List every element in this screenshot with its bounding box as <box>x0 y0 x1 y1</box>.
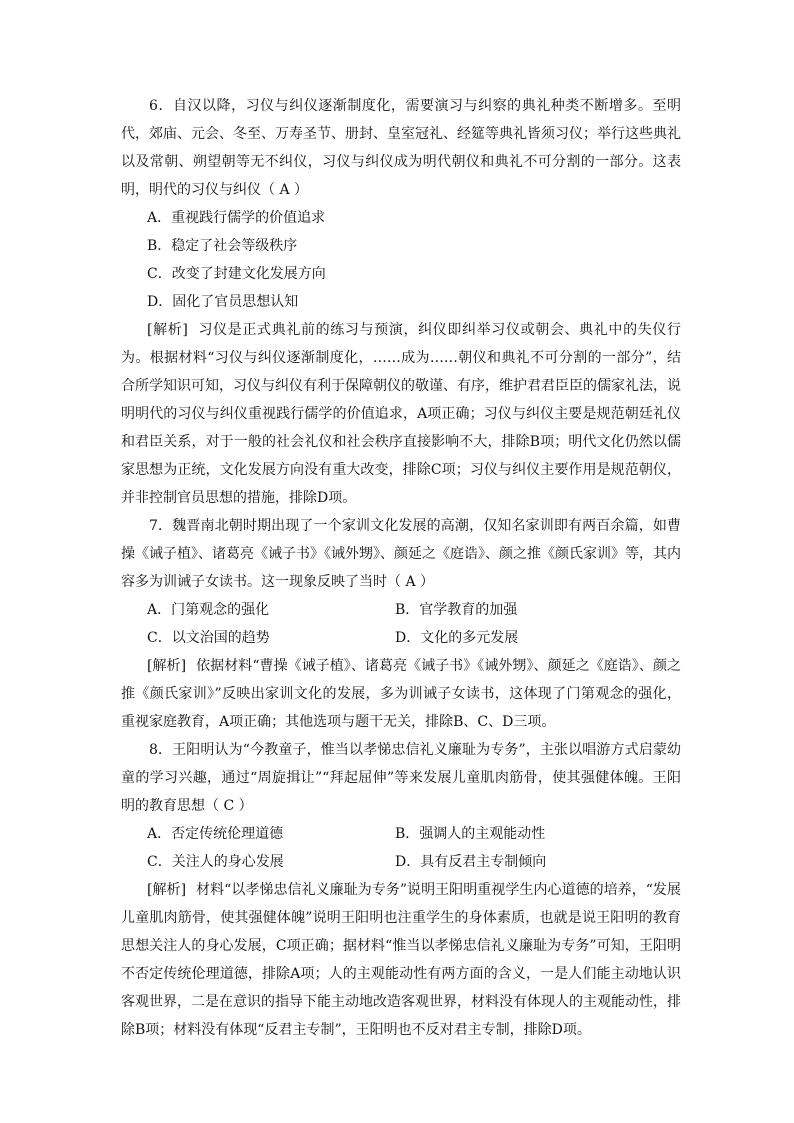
question-7-option-c: C．以文治国的趋势 <box>147 630 270 646</box>
question-8-option-d: D．具有反君主专制倾向 <box>395 854 547 870</box>
question-6-stem: 6．自汉以降，习仪与纠仪逐渐制度化，需要演习与纠察的典礼种类不断增多。至明代，郊庙、元会、冬至、万寿圣节、册封、皇室冠礼、经筵等典礼皆须习仪；举行这些典礼以及常朝、朔望朝等无不纠仪，习仪与纠仪成为明代朝仪和典礼不可分割的一部分。这表明，明代的习仪与纠仪（ A ） <box>121 98 681 198</box>
analysis-text: 材料“以孝悌忠信礼义廉耻为专务”说明王阳明重视学生内心道德的培养，“发展儿童肌肉筋骨，使其强健体魄”说明王阳明也注重学生的身体素质，也就是说王阳明的教育思想关注人的身心发展，C项正确；据材料“惟当以孝悌忠信礼义廉耻为专务”可知，王阳明不否定传统伦理道德，排除A项；人的主观能动性有两方面的含义，一是人们能主动地认识客观世界，二是在意识的指导下能主动地改造客观世界，材料没有体现人的主观能动性，排除B项；材料没有体现“反君主专制”，王阳明也不反对君主专制，排除D项。 <box>121 882 681 1038</box>
question-7-option-b: B．官学教育的加强 <box>395 602 518 618</box>
question-6-option-d: D．固化了官员思想认知 <box>147 294 299 310</box>
question-6-analysis <box>121 316 681 512</box>
question-7-stem: 7．魏晋南北朝时期出现了一个家训文化发展的高潮，仅知名家训即有两百余篇，如曹操《诫子植》、诸葛亮《诫子书》《诫外甥》、颜延之《庭诰》、颜之推《颜氏家训》等，其内容多为训诫子女读书。这一现象反映了当时（ A ） <box>121 518 681 590</box>
question-6-option-b: B．稳定了社会等级秩序 <box>147 238 298 254</box>
question-7-options-row-1 <box>121 596 681 624</box>
question-7-option-a: A．门第观念的强化 <box>147 602 270 618</box>
analysis-tag: [解析] <box>147 658 187 674</box>
question-7-analysis <box>121 652 681 736</box>
question-7-options-row-2 <box>121 624 681 652</box>
analysis-tag: [解析] <box>147 882 187 898</box>
question-8-stem: 8．王阳明认为“今教童子，惟当以孝悌忠信礼义廉耻为专务”，主张以唱游方式启蒙幼童的学习兴趣，通过“周旋揖让”“拜起屈伸”等来发展儿童肌肉筋骨，使其强健体魄。王阳明的教育思想（ C ） <box>121 742 681 814</box>
question-8-analysis <box>121 876 681 1044</box>
question-7-option-d: D．文化的多元发展 <box>395 630 519 646</box>
question-8-option-c: C．关注人的身心发展 <box>147 854 284 870</box>
question-6-option-a: A．重视践行儒学的价值追求 <box>147 210 326 226</box>
analysis-text: 依据材料“曹操《诫子植》、诸葛亮《诫子书》《诫外甥》、颜延之《庭诰》、颜之推《颜氏家训》”反映出家训文化的发展，多为训诫子女读书，这体现了门第观念的强化，重视家庭教育，A项正确；其他选项与题干无关，排除B、C、D三项。 <box>121 658 681 730</box>
analysis-tag: [解析] <box>147 322 188 338</box>
question-content <box>121 92 681 1044</box>
question-6-option-c: C．改变了封建文化发展方向 <box>147 266 326 282</box>
question-8-options-row-2 <box>121 848 681 876</box>
question-8-option-a: A．否定传统伦理道德 <box>147 826 284 842</box>
question-8-option-b: B．强调人的主观能动性 <box>395 826 546 842</box>
analysis-text: 习仪是正式典礼前的练习与预演，纠仪即纠举习仪或朝会、典礼中的失仪行为。根据材料“习仪与纠仪逐渐制度化，……成为……朝仪和典礼不可分割的一部分”，结合所学知识可知，习仪与纠仪有利于保障朝仪的敬谨、有序，维护君君臣臣的儒家礼法，说明明代的习仪与纠仪重视践行儒学的价值追求，A项正确；习仪与纠仪主要是规范朝廷礼仪和君臣关系，对于一般的社会礼仪和社会秩序直接影响不大，排除B项；明代文化仍然以儒家思想为正统，文化发展方向没有重大改变，排除C项；习仪与纠仪主要作用是规范朝仪，并非控制官员思想的措施，排除D项。 <box>121 322 681 506</box>
question-8-options-row-1 <box>121 820 681 848</box>
